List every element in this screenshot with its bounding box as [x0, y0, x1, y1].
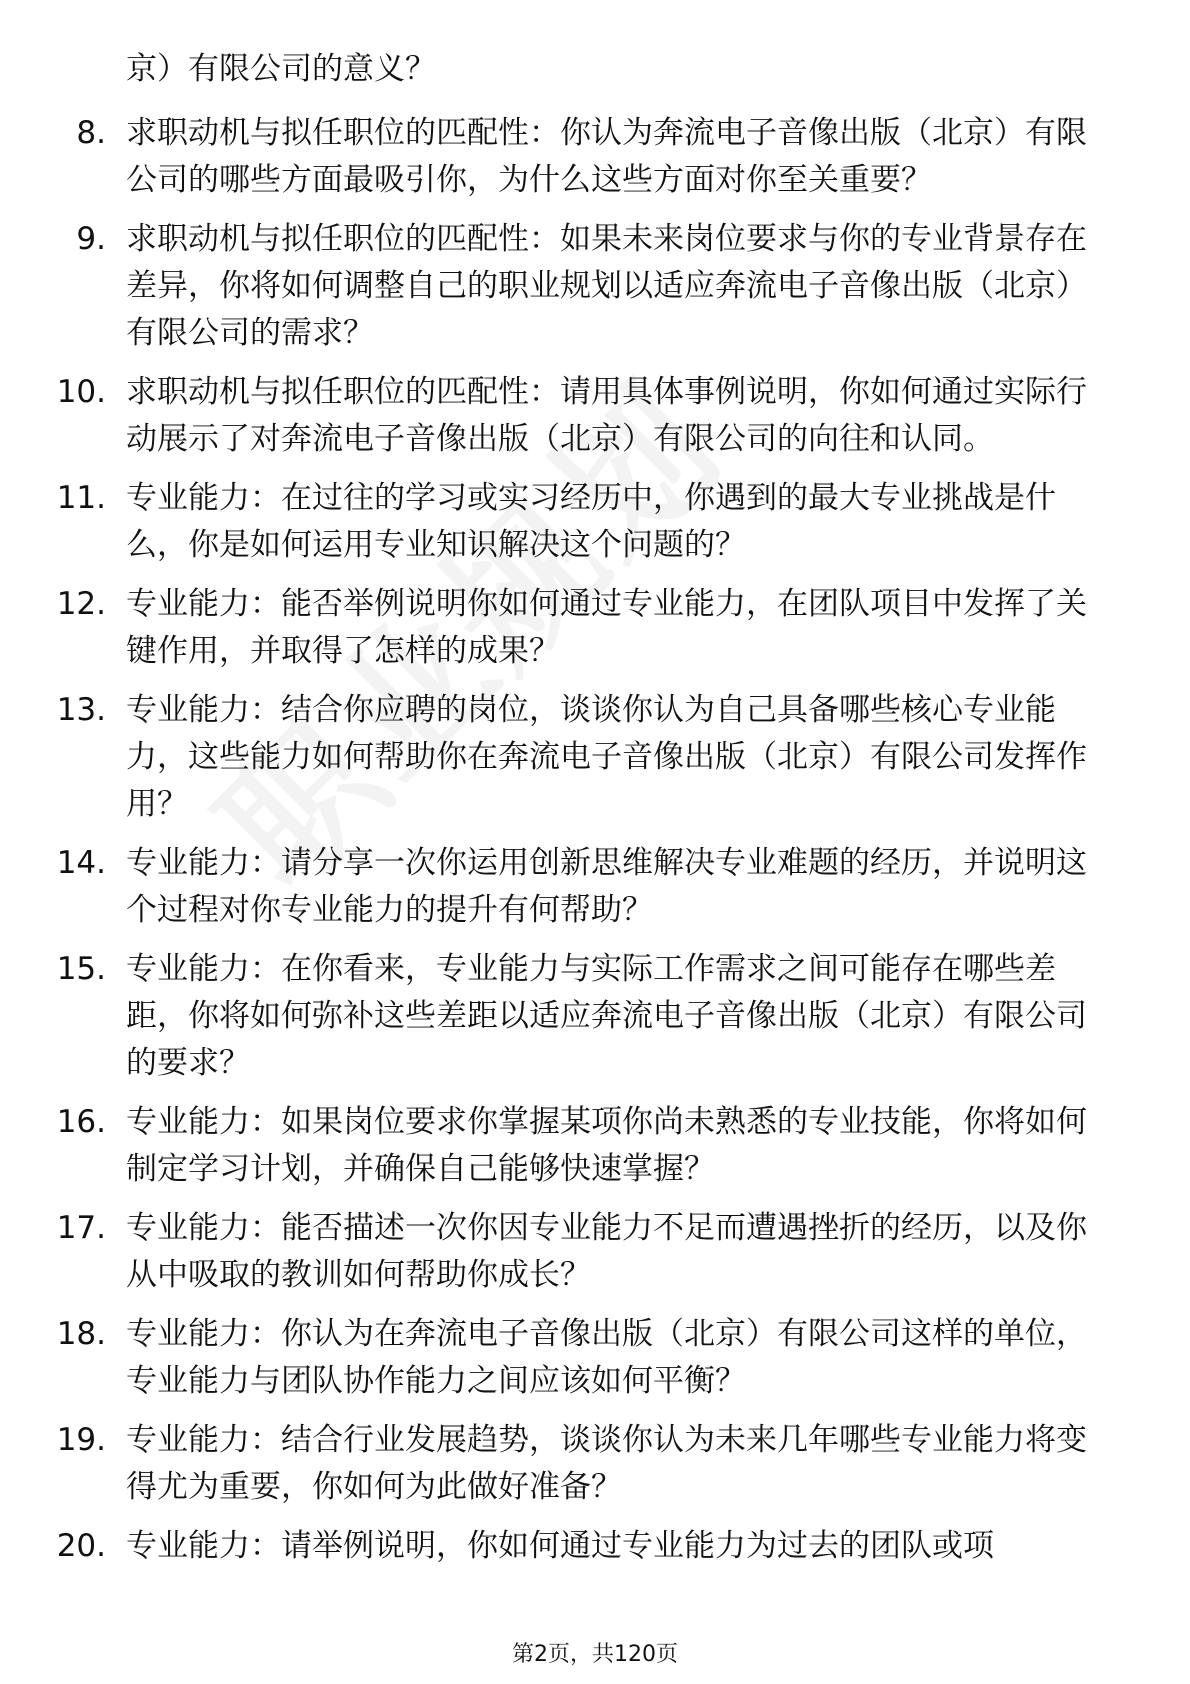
- question-item: [0, 1311, 1116, 1405]
- question-number: 14.: [56, 845, 106, 881]
- question-number: 17.: [56, 1210, 106, 1246]
- question-number: 20.: [56, 1528, 106, 1564]
- question-text: 专业能力：请举例说明，你如何通过专业能力为过去的团队或项: [126, 1528, 994, 1564]
- question-item: [0, 687, 1116, 828]
- question-item: [0, 1205, 1116, 1299]
- question-text: 求职动机与拟任职位的匹配性：你认为奔流电子音像出版（北京）有限公司的哪些方面最吸引你，为什么这些方面对你至关重要？: [126, 115, 1087, 198]
- question-text: 专业能力：能否举例说明你如何通过专业能力，在团队项目中发挥了关键作用，并取得了怎样的成果？: [126, 586, 1087, 669]
- question-number: 13.: [56, 692, 106, 728]
- question-item: [0, 581, 1116, 675]
- question-number: 16.: [56, 1104, 106, 1140]
- question-number: 10.: [56, 374, 106, 410]
- question-text: 求职动机与拟任职位的匹配性：如果未来岗位要求与你的专业背景存在差异，你将如何调整自己的职业规划以适应奔流电子音像出版（北京）有限公司的需求？: [126, 221, 1087, 351]
- question-number: 12.: [56, 586, 106, 622]
- question-number: 15.: [56, 951, 106, 987]
- question-text: 专业能力：在过往的学习或实习经历中，你遇到的最大专业挑战是什么，你是如何运用专业知识解决这个问题的？: [126, 480, 1056, 563]
- question-item: [0, 1099, 1116, 1193]
- question-item: [0, 475, 1116, 569]
- question-text: 专业能力：请分享一次你运用创新思维解决专业难题的经历，并说明这个过程对你专业能力的提升有何帮助？: [126, 845, 1087, 928]
- continuation-text: 京）有限公司的意义？: [126, 51, 436, 87]
- question-text: 专业能力：能否描述一次你因专业能力不足而遭遇挫折的经历，以及你从中吸取的教训如何帮助你成长？: [126, 1210, 1087, 1293]
- question-item: [0, 1417, 1116, 1511]
- question-number: 9.: [76, 221, 106, 257]
- question-item: [0, 946, 1116, 1087]
- question-text: 专业能力：结合你应聘的岗位，谈谈你认为自己具备哪些核心专业能力，这些能力如何帮助你在奔流电子音像出版（北京）有限公司发挥作用？: [126, 692, 1087, 822]
- question-text: 专业能力：在你看来，专业能力与实际工作需求之间可能存在哪些差距，你将如何弥补这些差距以适应奔流电子音像出版（北京）有限公司的要求？: [126, 951, 1087, 1081]
- question-item: [0, 1523, 1116, 1570]
- question-number: 8.: [76, 115, 106, 151]
- question-item: [0, 110, 1116, 204]
- question-number: 18.: [56, 1316, 106, 1352]
- question-list: [0, 110, 1190, 1582]
- page-footer: 第2页，共120页: [512, 1642, 678, 1667]
- question-item: [0, 369, 1116, 463]
- question-number: 19.: [56, 1422, 106, 1458]
- question-text: 专业能力：你认为在奔流电子音像出版（北京）有限公司这样的单位，专业能力与团队协作能力之间应该如何平衡？: [126, 1316, 1087, 1399]
- question-item: [0, 840, 1116, 934]
- question-text: 专业能力：如果岗位要求你掌握某项你尚未熟悉的专业技能，你将如何制定学习计划，并确保自己能够快速掌握？: [126, 1104, 1087, 1187]
- question-text: 求职动机与拟任职位的匹配性：请用具体事例说明，你如何通过实际行动展示了对奔流电子音像出版（北京）有限公司的向往和认同。: [126, 374, 1087, 457]
- question-text: 专业能力：结合行业发展趋势，谈谈你认为未来几年哪些专业能力将变得尤为重要，你如何为此做好准备？: [126, 1422, 1087, 1505]
- question-number: 11.: [56, 480, 106, 516]
- question-item: [0, 216, 1116, 357]
